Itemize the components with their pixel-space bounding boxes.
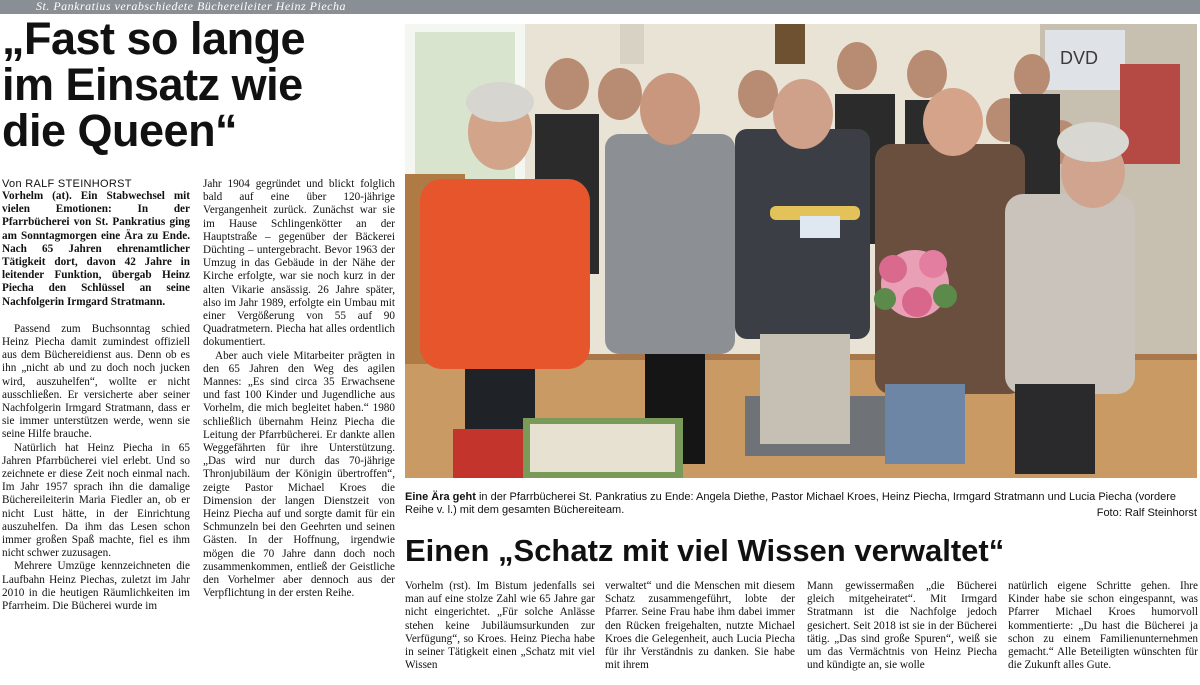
paragraph: natürlich eigene Schritte gehen. Ihre Kinder habe sie schon eingespannt, was Pfarrer Michael Kroes humorvoll kommentierte: „Du hast die Bücherei ja schon zu einem Familienunternehmen gemacht.“ Alle Beteiligten wünschten für die Zukunft alles Gute. — [1008, 580, 1198, 672]
paragraph: Mann gewissermaßen „die Bücherei gleich mitgeheiratet“. Mit Irmgard Stratmann ist die Nachfolge jedoch gesichert. Seit 2018 ist sie in der Bücherei tätig. „Das sind große Spuren“, weiß sie um das Vermächtnis von Heinz Piecha und kündigte an, sie wolle — [807, 580, 997, 672]
article-column-3 — [405, 580, 595, 672]
headline-line-2: im Einsatz wie — [2, 59, 303, 110]
photo-caption — [405, 491, 1197, 517]
caption-text: in der Pfarrbücherei St. Pankratius zu Ende: Angela Diethe, Pastor Michael Kroes, Heinz Piecha, Irmgard Stratmann und Lucia Piecha (vordere Reihe v. l.) mit dem gesamten Büchereiteam. — [405, 491, 1176, 516]
caption-lead: Eine Ära geht — [405, 491, 476, 503]
byline: Von RALF STEINHORST — [2, 178, 132, 190]
article-column-2 — [203, 178, 395, 601]
paragraph: Natürlich hat Heinz Piecha in 65 Jahren Pfarrbücherei viel erlebt. Und so zeichnete er diese Zeit noch einmal nach. Im Jahr 1957 sprach ihn die damalige Büchereileiterin Maria Fiedler an, ob er nicht Lust hätte, in der Einrichtung auszuhelfen. Da ihm das Lesen schon immer großen Spaß machte, fiel es ihm nicht schwer zuzusagen. — [2, 441, 190, 560]
headline — [2, 13, 400, 156]
kicker-text: St. Pankratius verabschiedete Büchereileiter Heinz Piecha — [36, 0, 346, 13]
paragraph: Mehrere Umzüge kennzeichneten die Laufbahn Heinz Piechas, zuletzt im Jahr 2010 in die heutigen Räumlichkeiten im Pfarrheim. Die Bücherei wurde im — [2, 560, 190, 613]
article-column-1 — [2, 190, 190, 613]
paragraph: Jahr 1904 gegründet und blickt folglich bald auf eine über 120-jährige Vergangenheit zurück. Zunächst war sie im Hause Schlingenkötter an der Hauptstraße – gegenüber der Bäckerei Düchting – untergebracht. Bevor 1963 der Umzug in das Gebäude in der Nähe der Kirche erfolgte, war sie noch kurz in der alten Vikarie ansässig. 26 Jahre später, also im Jahr 1989, erfolgte ein Umbau mit einer Vergößerung von 55 auf 90 Quadratmetern. Piecha hat alles ordentlich dokumentiert. — [203, 178, 395, 349]
subheadline: Einen „Schatz mit viel Wissen verwaltet“ — [405, 533, 1005, 568]
intro-paragraph: Vorhelm (at). Ein Stabwechsel mit vielen Emotionen: In der Pfarrbücherei von St. Pankratius ging am Sonntagmorgen eine Ära zu Ende. Nach 65 Jahren ehrenamtlicher Tätigkeit dort, davon 42 Jahre in leitender Funktion, übergab Heinz Piecha den Schlüssel an seine Nachfolgerin Irmgard Stratmann. — [2, 190, 190, 308]
kicker-bar — [0, 0, 1200, 14]
article-column-6 — [1008, 580, 1198, 672]
headline-line-3: die Queen“ — [2, 105, 238, 156]
dvd-sign: DVD — [1060, 48, 1099, 68]
paragraph: Passend zum Buchsonntag schied Heinz Piecha damit zumindest offiziell aus dem Büchereidienst aus. Denn ob es ihn „nicht ab und zu doch noch jucken wird, auszuhelfen“, wollte er nicht ausschließen. Er versicherte aber seiner Nachfolgerin Irmgard Stratmann, dass er sie immer unterstützen werde, wenn sie seine Hilfe brauche. — [2, 322, 190, 441]
paragraph: verwaltet“ und die Menschen mit diesem Schatz zusammengeführt, lobte der Pfarrer. Seine Frau habe ihm dabei immer den Rücken freigehalten, nutzte Michael Kroes die Gelegenheit, auch Lucia Piecha für ihr Verständnis zu danken. Sie habe mit ihrem — [605, 580, 795, 672]
article-column-5 — [807, 580, 997, 672]
group-photo — [405, 24, 1197, 478]
paragraph: Vorhelm (rst). Im Bistum jedenfalls sei man auf eine stolze Zahl wie 65 Jahre gar nicht eingerichtet. „Für solche Anlässe stehen keine Jubiläumsurkunden zur Verfügung“, so Kroes. Heinz Piecha habe in seiner Tätigkeit einen „Schatz mit viel Wissen — [405, 580, 595, 672]
headline-line-1: „Fast so lange — [2, 13, 306, 64]
photo-credit: Foto: Ralf Steinhorst — [1096, 507, 1197, 519]
paragraph: Aber auch viele Mitarbeiter prägten in den 65 Jahren den Weg des agilen Mannes: „Es sind circa 35 Erwachsene und fast 100 Kinder und Jugendliche aus Vorhelm, die mich begleitet haben.“ 1980 schließlich übernahm Heinz Piecha die Leitung der Pfarrbücherei. Er dankte allen Weggefährten für ihre Unterstützung. „Das wird nur durch das 70-jährige Thronjubiläum der Königin übertroffen“, zeigte Pastor Michael Kroes die Dimension der langen Dienstzeit von Heinz Piecha auf und sorgte damit für ein Schmunzeln bei den Geehrten und seinen Gästen. In der Hoffnung, irgendwie mögen die 70 Jahre dann doch noch zusammenkommen, entließ der Geistliche den Vorhelmer aber dennoch aus der Verpflichtung in der ersten Reihe. — [203, 349, 395, 600]
article-column-4 — [605, 580, 795, 672]
